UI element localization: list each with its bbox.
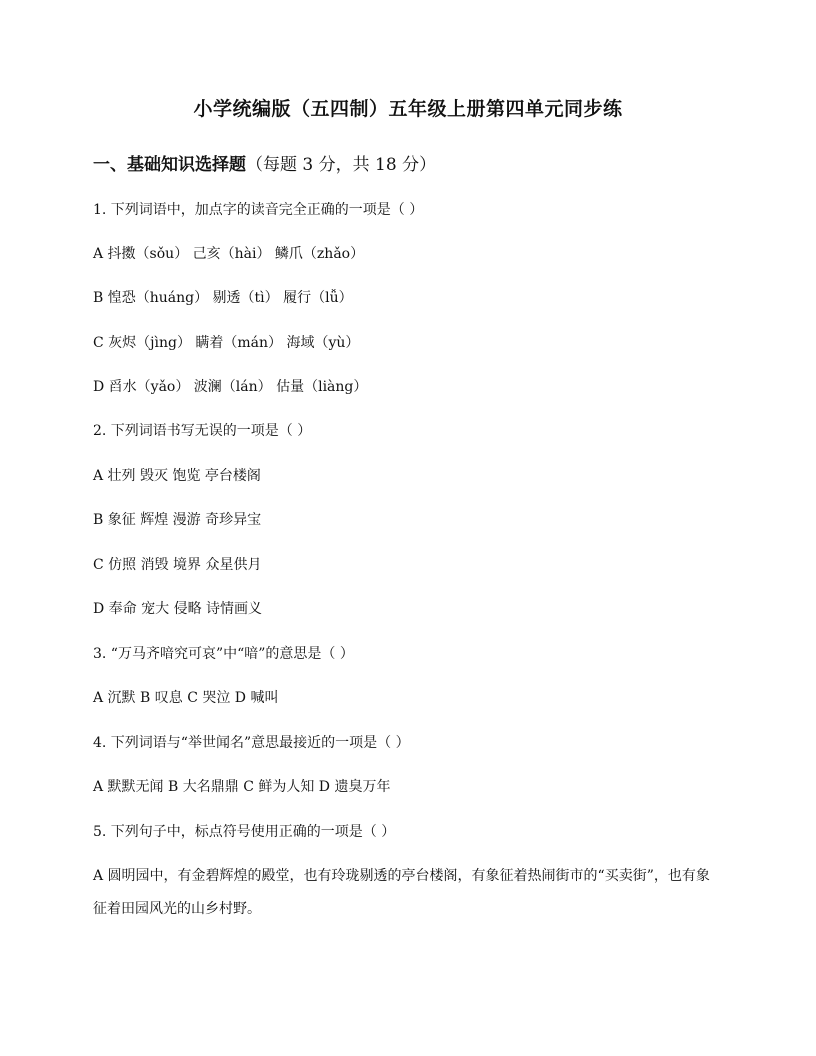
document-title: 小学统编版（五四制）五年级上册第四单元同步练 (193, 98, 623, 120)
question-2: 2. 下列词语书写无误的一项是（ ） (93, 423, 312, 439)
question-3: 3. “万马齐喑究可哀”中“喑”的意思是（ ） (93, 646, 354, 662)
question-1: 1. 下列词语中，加点字的读音完全正确的一项是（ ） (93, 202, 424, 218)
question-1-option-d: D 舀水（yǎo） 波澜（lán） 估量（liàng） (93, 379, 368, 395)
question-2-option-b: B 象征 辉煌 漫游 奇珍异宝 (93, 512, 262, 528)
question-2-option-c: C 仿照 消毁 境界 众星供月 (93, 557, 262, 573)
question-3-options: A 沉默 B 叹息 C 哭泣 D 喊叫 (93, 690, 279, 706)
question-1-option-c: C 灰烬（jìng） 瞒着（mán） 海域（yù） (93, 335, 360, 351)
question-5-option-a: A 圆明园中，有金碧辉煌的殿堂，也有玲珑剔透的亭台楼阁，有象征着热闹街市的“买卖街”，也有象征着田园风光的山乡村野。 (93, 868, 710, 917)
question-1-option-a: A 抖擞（sǒu） 己亥（hài） 鳞爪（zhǎo） (93, 246, 365, 262)
question-4: 4. 下列词语与“举世闻名”意思最接近的一项是（ ） (93, 735, 410, 751)
section-heading-note: （每题 3 分，共 18 分） (246, 155, 437, 175)
section-heading (93, 150, 436, 175)
question-4-options: A 默默无闻 B 大名鼎鼎 C 鲜为人知 D 遗臭万年 (93, 779, 391, 795)
section-heading-label: 一、基础知识选择题 (93, 155, 246, 175)
question-5: 5. 下列句子中，标点符号使用正确的一项是（ ） (93, 824, 396, 840)
question-1-option-b: B 惶恐（huáng） 剔透（tì） 履行（lǚ） (93, 290, 353, 306)
question-2-option-a: A 壮列 毁灭 饱览 亭台楼阁 (93, 468, 261, 484)
question-2-option-d: D 奉命 宠大 侵略 诗情画义 (93, 601, 263, 617)
